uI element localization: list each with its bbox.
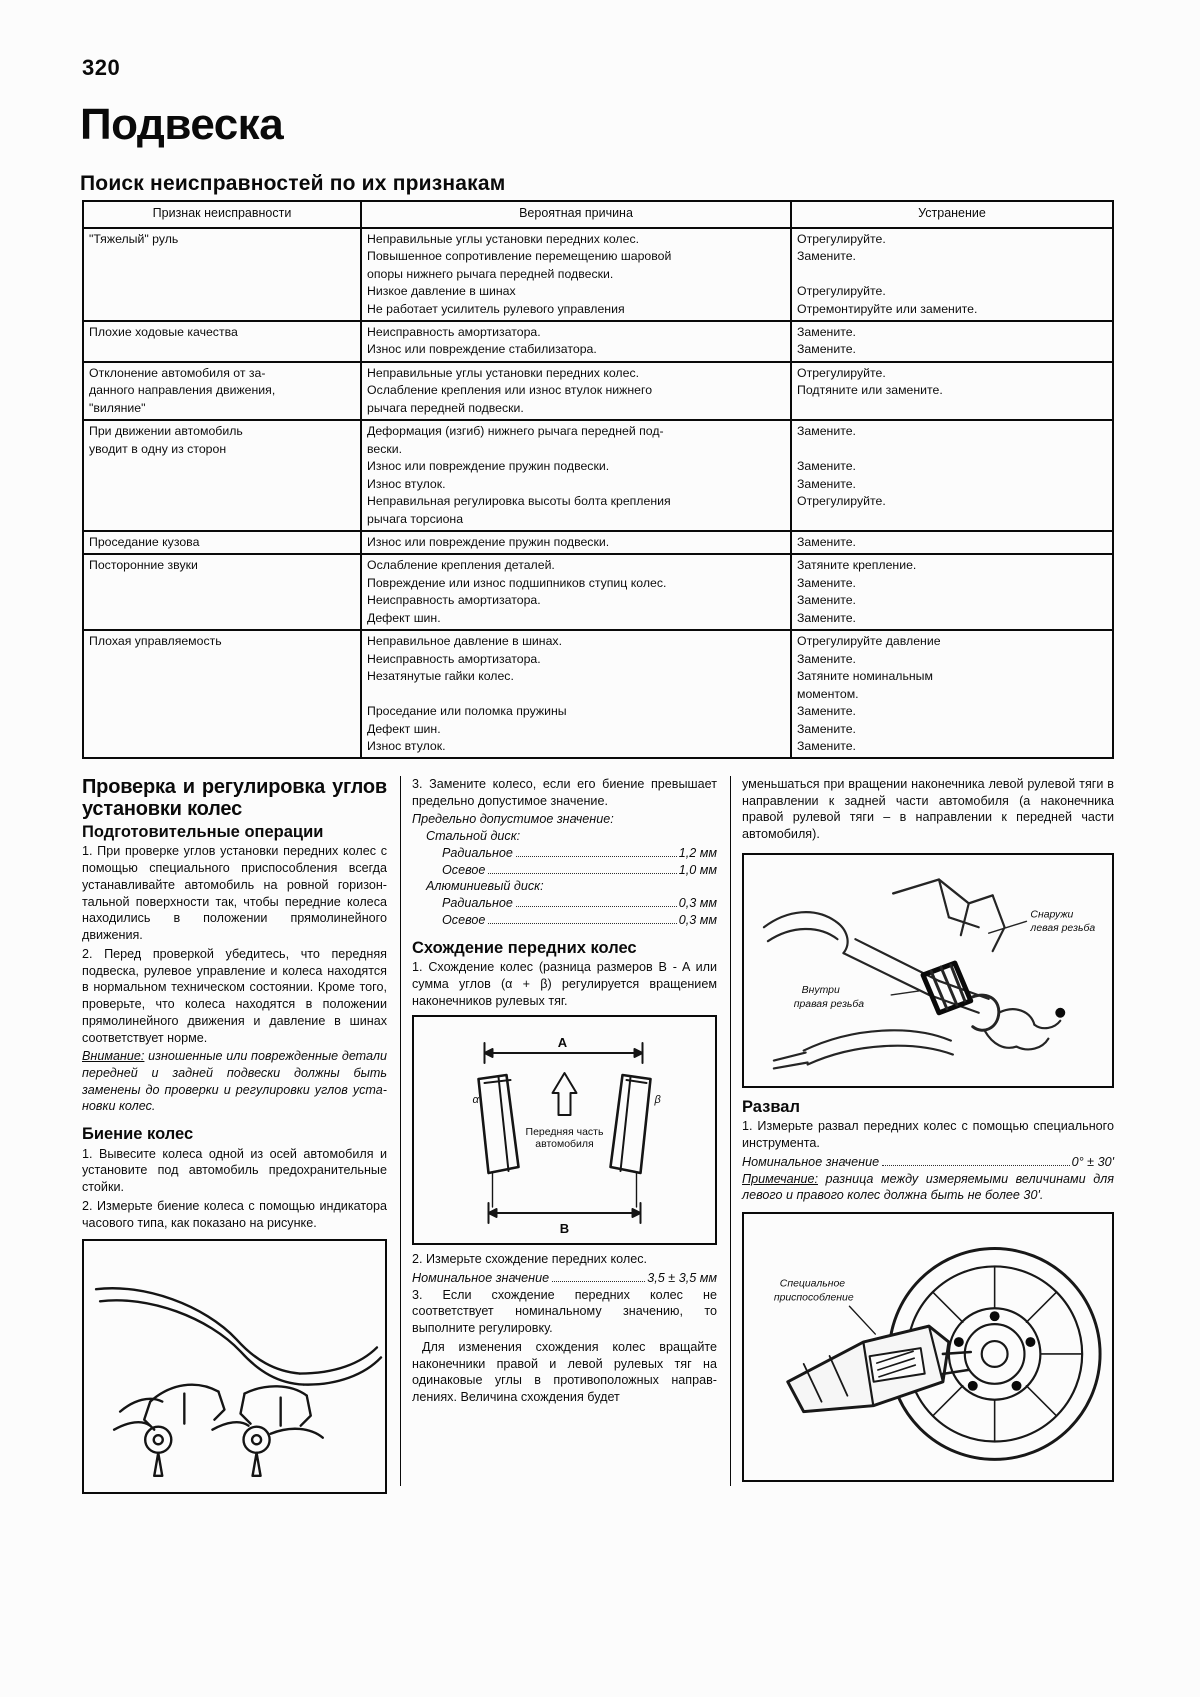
label-inside-line1: Внутри — [801, 984, 840, 996]
steel-radial-row — [442, 845, 717, 862]
cell-line: Износ или повреждение пружин подвески. — [367, 459, 610, 474]
cell-cause — [361, 554, 791, 630]
leader-dots — [516, 906, 677, 907]
toe-label-B: B — [559, 1221, 570, 1237]
cell-line: Низкое давление в шинах — [367, 284, 516, 299]
cell-line: Замените. — [797, 424, 856, 439]
leader-dots — [488, 923, 676, 924]
table-row — [84, 554, 1112, 630]
cell-symptom — [84, 362, 361, 420]
troubleshooting-table — [82, 200, 1114, 759]
toe-step-2: 2. Измерьте схождение передних колес. — [412, 1252, 648, 1267]
prep-step-2: 2. Перед проверкой убедитесь, что передняя подвеска, рулевое управление и колеса находятся в нормальном техническом состоянии. Кроме того, проверьте, что колеса находятся в положении прямолинейного движения и давление в шинах соответствует норме. — [82, 946, 387, 1045]
cell-line: Неправильные углы установки передних колес. — [367, 365, 640, 380]
camber-nominal-row — [742, 1154, 1114, 1171]
cell-cause — [361, 531, 791, 554]
cell-line: Повреждение или износ подшипников ступиц колес. — [367, 575, 667, 590]
cell-line: Дефект шин. — [367, 721, 441, 736]
section-title: Поиск неисправностей по их признакам — [80, 172, 506, 195]
cell-line: Неправильные углы установки передних колес. — [367, 231, 640, 246]
body-columns — [82, 776, 1114, 1486]
cell-line: Замените. — [797, 459, 856, 474]
cell-line: Износ или повреждение пружин подвески. — [367, 535, 610, 549]
alu-radial-value: 0,3 мм — [678, 896, 717, 911]
leader-dots — [516, 856, 677, 857]
cell-line: Отрегулируйте. — [797, 365, 886, 380]
toe-step-3: 3. Если схождение передних колес не соответствует номинальному значению, то выполните регулировку. — [412, 1287, 717, 1336]
cell-remedy — [791, 321, 1112, 362]
wheel-alignment-heading: Проверка и регулировка углов установки колес — [82, 776, 387, 820]
steel-axial-value: 1,0 мм — [678, 862, 717, 877]
toe-nominal-value: 3,5 ± 3,5 мм — [647, 1271, 717, 1286]
table-row — [84, 630, 1112, 757]
figure-toe-in — [412, 1015, 717, 1245]
cell-line: Замените. — [797, 249, 856, 264]
alu-axial-row — [442, 912, 717, 929]
toe-caption-line2: автомобиля — [535, 1138, 594, 1151]
chapter-title: Подвеска — [80, 100, 284, 149]
cell-line: Деформация (изгиб) нижнего рычага передней под- — [367, 424, 664, 439]
cell-line: Ослабление крепления деталей. — [367, 558, 555, 573]
cell-line: моментом. — [797, 686, 859, 701]
cell-line: Износ втулок. — [367, 738, 446, 753]
cell-line: Замените. — [797, 651, 856, 666]
label-outside-line2: левая резьба — [1030, 923, 1096, 935]
figure-camber-gauge — [742, 1212, 1114, 1482]
cell-remedy — [791, 630, 1112, 757]
alu-radial-row — [442, 895, 717, 912]
label-outside-line1: Снаружи — [1030, 909, 1074, 921]
toe-step-3-continued: Для изменения схождения колес вращайте наконечники правой и левой рулевых тяг на одинаковые углы в противоположных направлениях. Величина схождения будет — [412, 1339, 717, 1405]
table-row — [84, 420, 1112, 531]
steel-disk-label: Стальной диск: — [426, 829, 521, 844]
cell-line: Проседание кузова — [89, 535, 200, 549]
cell-line: Неисправность амортизатора. — [367, 651, 541, 666]
cell-symptom — [84, 554, 361, 630]
attention-note — [82, 1048, 387, 1115]
cell-line: Затяните крепление. — [797, 558, 917, 573]
prep-operations-heading: Подготовительные операции — [82, 823, 324, 841]
cell-line: уводит в одну из сторон — [89, 441, 227, 456]
right-column — [742, 776, 1114, 1488]
cell-line: Замените. — [797, 721, 856, 736]
runout-step-3: 3. Замените колесо, если его биение превышает предельно допустимое значение. — [412, 777, 717, 808]
runout-limit-steel — [412, 828, 717, 878]
camber-heading: Развал — [742, 1097, 800, 1116]
cell-line: Замените. — [797, 476, 856, 491]
cell-remedy — [791, 362, 1112, 420]
cell-line: Замените. — [797, 593, 856, 608]
column-header-cause: Вероятная причина — [361, 202, 791, 228]
tie-rod-drawing — [744, 855, 1112, 1088]
toe-step-1: 1. Схождение колес (разница размеров B - A или сумма углов (α + β) регулируется вращением наконечников рулевых тяг. — [412, 960, 717, 1008]
cell-line: Посторонние звуки — [89, 558, 198, 573]
column-header-remedy: Устранение — [791, 202, 1112, 228]
leader-dots — [488, 873, 676, 874]
cell-cause — [361, 362, 791, 420]
cell-line: Дефект шин. — [367, 610, 441, 625]
cell-line: Отрегулируйте. — [797, 494, 886, 509]
toe-nominal-row — [412, 1270, 717, 1287]
cell-cause — [361, 630, 791, 757]
cell-line: Отрегулируйте. — [797, 231, 886, 246]
table-row — [84, 362, 1112, 420]
cell-line: Ослабление крепления или износ втулок нижнего — [367, 383, 653, 398]
cell-line: Износ втулок. — [367, 476, 446, 491]
cell-line: Незатянутые гайки колес. — [367, 669, 514, 684]
cell-remedy — [791, 554, 1112, 630]
left-column — [82, 776, 387, 1500]
cell-line: Износ или повреждение стабилизатора. — [367, 342, 597, 357]
cell-symptom — [84, 420, 361, 531]
cell-line: Затяните номинальным — [797, 669, 933, 684]
cell-cause — [361, 228, 791, 321]
runout-step-1: 1. Вывесите колеса одной из осей автомобиля и установите под автомобиль предохранительные стойки. — [82, 1146, 387, 1195]
wheel-runout-heading: Биение колес — [82, 1125, 194, 1144]
cell-line: опоры нижнего рычага передней подвески. — [367, 266, 614, 281]
runout-limit-title: Предельно допустимое значение: — [412, 812, 614, 827]
cell-line: Отрегулируйте давление — [797, 634, 941, 649]
cell-line: Замените. — [797, 325, 856, 340]
table-header-row — [84, 202, 1112, 228]
toe-label-alpha: α — [472, 1094, 479, 1107]
leader-dots — [552, 1281, 645, 1282]
attention-label: Внимание: — [82, 1049, 145, 1064]
cell-line: Не работает усилитель рулевого управления — [367, 301, 625, 316]
cell-line: Замените. — [797, 342, 856, 357]
attention-text: изношенные или поврежденные детали передней и задней подвески должны быть заменены до проверки и регулировки углов установки колес. — [82, 1049, 387, 1114]
cell-line: Отремонтируйте или замените. — [797, 301, 978, 316]
cell-line: "Тяжелый" руль — [89, 231, 179, 246]
cell-symptom — [84, 228, 361, 321]
steel-radial-value: 1,2 мм — [678, 845, 717, 860]
camber-note-text: разница между измеряемыми величинами для левого и правого колес должна быть не более 30'. — [742, 1171, 1114, 1203]
camber-step-1: 1. Измерьте развал передних колес с помощью специального инструмента. — [742, 1119, 1114, 1151]
cell-line: данного направления движения, — [89, 383, 276, 398]
alu-axial-label: Осевое — [442, 912, 486, 927]
page-number: 320 — [82, 55, 121, 80]
steel-radial-label: Радиальное — [442, 845, 513, 860]
cell-line: "виляние" — [89, 400, 146, 415]
label-inside-line2: правая резьба — [793, 998, 865, 1010]
cell-line: Замените. — [797, 575, 856, 590]
steel-axial-row — [442, 862, 717, 879]
cell-line: Проседание или поломка пружины — [367, 704, 567, 719]
leader-dots — [882, 1165, 1070, 1166]
cell-line: рычага торсиона — [367, 511, 464, 526]
cell-line — [797, 266, 1108, 283]
camber-gauge-drawing — [744, 1214, 1112, 1482]
cell-line — [797, 441, 1108, 458]
cell-line: Замените. — [797, 535, 856, 549]
cell-symptom — [84, 630, 361, 757]
cell-line: При движении автомобиль — [89, 424, 243, 439]
cell-cause — [361, 420, 791, 531]
middle-column — [412, 776, 717, 1408]
figure-tie-rod — [742, 853, 1114, 1088]
cell-line: Плохие ходовые качества — [89, 325, 238, 340]
alu-axial-value: 0,3 мм — [678, 912, 717, 927]
cell-remedy — [791, 420, 1112, 531]
steel-axial-label: Осевое — [442, 862, 486, 877]
toe-in-drawing — [414, 1017, 715, 1245]
table-row — [84, 531, 1112, 554]
cell-line: Неисправность амортизатора. — [367, 325, 541, 340]
toe-caption-line1: Передняя часть — [525, 1126, 604, 1139]
alu-disk-label: Алюминиевый диск: — [426, 879, 544, 894]
camber-tool-label-line1: Специальное — [779, 1278, 846, 1290]
cell-line: рычага передней подвески. — [367, 400, 524, 415]
cell-line: Подтяните или замените. — [797, 383, 943, 398]
cell-line: Замените. — [797, 738, 856, 753]
table-row — [84, 228, 1112, 321]
toe-label-beta: β — [654, 1094, 661, 1107]
column-divider-1 — [400, 776, 401, 1486]
cell-symptom — [84, 531, 361, 554]
cell-remedy — [791, 228, 1112, 321]
column-header-symptom: Признак неисправности — [84, 202, 361, 228]
cell-line: вески. — [367, 441, 403, 456]
figure-wheel-runout — [82, 1239, 387, 1494]
cell-line: Отклонение автомобиля от за- — [89, 365, 266, 380]
camber-nominal-value: 0° ± 30' — [1071, 1154, 1114, 1169]
cell-line: Отрегулируйте. — [797, 284, 886, 299]
runout-limit-alu — [412, 878, 717, 928]
cell-cause — [361, 321, 791, 362]
cell-line — [367, 686, 786, 703]
camber-note — [742, 1171, 1114, 1204]
cell-line: Неправильная регулировка высоты болта крепления — [367, 494, 671, 509]
camber-tool-label-line2: приспособление — [773, 1292, 854, 1304]
camber-nominal-label: Номинальное значение — [742, 1154, 880, 1169]
cell-line: Неисправность амортизатора. — [367, 593, 541, 608]
wheel-runout-drawing — [84, 1241, 385, 1494]
runout-step-2: 2. Измерьте биение колеса с помощью индикатора часового типа, как показано на рисунке. — [82, 1198, 387, 1230]
table-row — [84, 321, 1112, 362]
camber-note-label: Примечание: — [742, 1171, 819, 1186]
alu-radial-label: Радиальное — [442, 896, 513, 911]
column-divider-2 — [730, 776, 731, 1486]
cell-symptom — [84, 321, 361, 362]
cell-line: Замените. — [797, 704, 856, 719]
toe-heading: Схождение передних колес — [412, 938, 637, 957]
cell-remedy — [791, 531, 1112, 554]
toe-label-A: A — [557, 1035, 568, 1051]
cell-line: Неправильное давление в шинах. — [367, 634, 562, 649]
toe-nominal-label: Номинальное значение — [412, 1271, 550, 1286]
cell-line: Плохая управляемость — [89, 634, 222, 649]
cell-line: Замените. — [797, 610, 856, 625]
toe-continuation-text: уменьшаться при вращении наконечника левой рулевой тяги в направлении к задней части автомобиля (а наконечника правой рулевой тяги – в направлении к передней части автомобиля). — [742, 777, 1114, 842]
cell-line: Повышенное сопротивление перемещению шаровой — [367, 249, 672, 264]
prep-step-1: 1. При проверке углов установки передних колес с помощью специального приспособления всегда устанавливайте автомобиль на ровной горизонтальной поверхности так, чтобы передние колеса находились в положении прямолинейного движения. — [82, 844, 387, 943]
